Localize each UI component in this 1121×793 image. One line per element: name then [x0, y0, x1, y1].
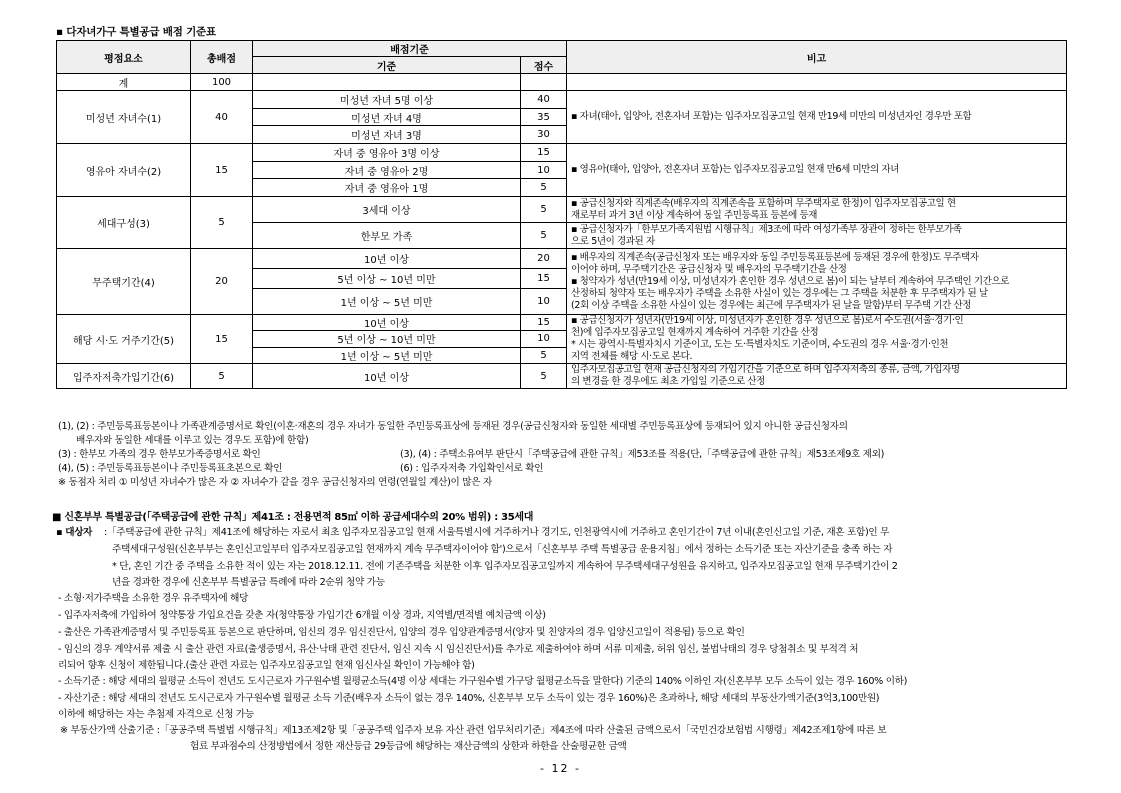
note-cell: [567, 364, 1067, 389]
header-score: 점수: [521, 57, 567, 74]
criteria-cell: 10년 이상: [253, 315, 521, 331]
header-note: 비고: [567, 41, 1067, 74]
group-total: 20: [191, 249, 253, 315]
note-line: ▪ 자녀(태아, 입양아, 전혼자녀 포함)는 입주자모집공고일 현재 만19세 미만의 미성년자인 경우만 포함: [571, 111, 972, 122]
note-cell: [567, 223, 1067, 249]
score-cell: 15: [521, 269, 567, 289]
bullet-2: - 입주자저축에 가입하여 청약통장 가입요건을 갖춘 자(청약통장 가입기간 6개월 이상 경과, 지역별/면적별 예치금액 이상): [58, 610, 546, 621]
group-name: 해당 시·도 거주기간(5): [57, 315, 191, 364]
header-criteria: 기준: [253, 57, 521, 74]
total-empty-note: [567, 74, 1067, 91]
bullet-5: 리되어 향후 신청이 제한됩니다.(출산 관련 자료는 입주자모집공고일 현재 임신사실 확인이 가능해야 함): [58, 660, 475, 671]
bullet-4: - 임신의 경우 계약서류 제출 시 출산 관련 자료(출생증명서, 유산·낙태 관련 진단서, 임신 지속 시 임신진단서)를 추가로 제출하여야 하며 서류 미제출, 허위 임신, 불법낙태의 경우 당첨취소 및 부적격 처: [58, 644, 859, 655]
note-line: (2회 이상 주택을 소유한 사실이 있는 경우에는 최근에 무주택자가 된 날을 말함)부터 무주택 기간 산정: [571, 299, 972, 311]
criteria-cell: 미성년 자녀 3명: [253, 126, 521, 144]
footnote-4-5: (4), (5) : 주민등록표등본이나 주민등록표초본으로 확인: [58, 463, 283, 474]
criteria-cell: 자녀 중 영유아 2명: [253, 162, 521, 179]
footnote-tie-break: ※ 동점자 처리 ① 미성년 자녀수가 많은 자 ② 자녀수가 같을 경우 공급신청자의 연령(연월일 계산)이 많은 자: [58, 477, 492, 488]
score-cell: 5: [521, 347, 567, 363]
note-line: ▪ 공급신청자가 성년자(만19세 이상, 미성년자가 혼인한 경우 성년으로 봄)로서 수도권(서울·경기·인: [571, 315, 964, 326]
group-name: 영유아 자녀수(2): [57, 144, 191, 197]
header-total: 총배점: [191, 41, 253, 74]
newlywed-title: ■ 신혼부부 특별공급(「주택공급에 관한 규칙」제41조 : 전용면적 85㎡ 이하 공급세대수의 20% 범위) : 35세대: [52, 512, 534, 523]
target-line-3: * 단, 혼인 기간 중 주택을 소유한 적이 있는 자는 2018.12.11. 전에 기존주택을 처분한 이후 입주자모집공고일까지 계속하여 무주택세대구성원을 유지하고, 입주자모집공고일 현재 무주택기간이 2: [112, 561, 898, 572]
group-total: 15: [191, 315, 253, 364]
criteria-cell: 3세대 이상: [253, 197, 521, 223]
score-cell: 15: [521, 144, 567, 162]
criteria-cell: 자녀 중 영유아 3명 이상: [253, 144, 521, 162]
note-line: 의 변경을 한 경우에도 최초 가입일 기준으로 산정: [571, 376, 765, 387]
score-cell: 35: [521, 109, 567, 126]
score-table: [56, 40, 1067, 389]
score-cell: 10: [521, 162, 567, 179]
footnote-6: (6) : 입주자저축 가입확인서로 확인: [400, 463, 544, 474]
group-name: 세대구성(3): [57, 197, 191, 249]
note-line: ▪ 공급신청자와 직계존속(배우자의 직계존속을 포함하며 무주택자로 한정)이 입주자모집공고일 현: [571, 197, 956, 209]
criteria-cell: 1년 이상 ~ 5년 미만: [253, 289, 521, 315]
score-cell: 5: [521, 179, 567, 197]
note-cell: [567, 249, 1067, 315]
note-line: 으로 5년이 경과된 자: [571, 235, 655, 247]
criteria-cell: 미성년 자녀 5명 이상: [253, 91, 521, 109]
footnote-3-4: (3), (4) : 주택소유여부 판단시「주택공급에 관한 규칙」제53조를 적용(단,「주택공급에 관한 규칙」제53조제9호 제외): [400, 449, 885, 460]
note-line: ▪ 청약자가 성년(만19세 이상, 미성년자가 혼인한 경우 성년으로 봄)이 되는 날부터 계속하여 무주택인 기간으로: [571, 275, 1010, 287]
note-line: 재로부터 과거 3년 이상 계속하여 동일 주민등록표 등본에 등재: [571, 209, 818, 221]
total-empty-criteria: [253, 74, 521, 91]
criteria-cell: 한부모 가족: [253, 223, 521, 249]
target-line-1: :「주택공급에 관한 규칙」제41조에 해당하는 자로서 최초 입주자모집공고일 현재 서울특별시에 거주하거나 경기도, 인천광역시에 거주하고 혼인기간이 7년 이내(혼인신고일 기준, 재혼 포함)인 무: [104, 527, 890, 538]
score-cell: 10: [521, 289, 567, 315]
page-number: - 12 -: [540, 762, 581, 775]
bullet-3: - 출산은 가족관계증명서 및 주민등록표 등본으로 판단하며, 임신의 경우 임신진단서, 입양의 경우 입양관계증명서(양자 및 친양자의 경우 입양신고일이 적용됨) 등으로 확인: [58, 627, 745, 638]
header-item: 평점요소: [57, 41, 191, 74]
footnote-1-2-b: 배우자와 동일한 세대를 이루고 있는 경우도 포함)에 한함): [76, 435, 309, 446]
criteria-cell: 5년 이상 ~ 10년 미만: [253, 331, 521, 347]
total-label: 계: [57, 74, 191, 91]
note-cell: [567, 315, 1067, 364]
note-cell: [567, 197, 1067, 223]
criteria-cell: 5년 이상 ~ 10년 미만: [253, 269, 521, 289]
note-line: ▪ 배우자의 직계존속(공급신청자 또는 배우자와 동일 주민등록표등본에 등재된 경우에 한정)도 무주택자: [571, 251, 979, 263]
note-line: 입주자모집공고일 현재 공급신청자의 가입기간을 기준으로 하며 입주자저축의 종류, 금액, 가입자명: [571, 364, 960, 375]
target-label: ▪ 대상자: [56, 527, 93, 538]
asset-note-b: 험료 부과점수의 산정방법에서 정한 재산등급 29등급에 해당하는 재산금액의 상한과 하한을 산술평균한 금액: [190, 741, 627, 752]
footnote-1-2-a: (1), (2) : 주민등록표등본이나 가족관계증명서로 확인(이혼·재혼의 경우 자녀가 동일한 주민등록표상에 등재된 경우(공급신청자와 동일한 세대별 주민등록표상에 등재되어 있지 아니한 공급신청자의: [58, 421, 848, 432]
group-total: 15: [191, 144, 253, 197]
footnote-3: (3) : 한부모 가족의 경우 한부모가족증명서로 확인: [58, 449, 261, 460]
target-line-4: 년을 경과한 경우에 신혼부부 특별공급 특례에 따라 2순위 청약 가능: [112, 577, 385, 588]
note-line: * 시는 광역시·특별자치시 기준이고, 도는 도·특별자치도 기준이며, 수도권의 경우 서울·경기·인천: [571, 339, 949, 350]
note-line: ▪ 공급신청자가「한부모가족지원법 시행규칙」제3조에 따라 여성가족부 장관이 정하는 한부모가족: [571, 223, 962, 235]
criteria-cell: 10년 이상: [253, 364, 521, 389]
section-title: ▪ 다자녀가구 특별공급 배점 기준표: [56, 26, 216, 38]
group-total: 40: [191, 91, 253, 144]
target-line-2: 주택세대구성원(신혼부부는 혼인신고일부터 입주자모집공고일 현재까지 계속 무주택자이어야 함')으로서「신혼부부 주택 특별공급 운용지침」에서 정하는 소득기준 또는 자산기준을 충족 하는 자: [112, 544, 893, 555]
note-line: 천)에 입주자모집공고일 현재까지 계속하여 거주한 기간을 산정: [571, 327, 819, 338]
score-cell: 5: [521, 197, 567, 223]
score-cell: 20: [521, 249, 567, 269]
group-total: 5: [191, 197, 253, 249]
total-empty-score: [521, 74, 567, 91]
criteria-cell: 자녀 중 영유아 1명: [253, 179, 521, 197]
bullet-1: - 소형·저가주택을 소유한 경우 유주택자에 해당: [58, 593, 249, 604]
note-line: ▪ 영유아(태아, 입양아, 전혼자녀 포함)는 입주자모집공고일 현재 만6세 미만의 자녀: [571, 164, 899, 175]
score-cell: 5: [521, 364, 567, 389]
note-cell: [567, 144, 1067, 197]
note-line: 이어야 하며, 무주택기간은 공급신청자 및 배우자의 무주택기간을 산정: [571, 263, 847, 275]
score-cell: 10: [521, 331, 567, 347]
asset-note-a: ※ 부동산가액 산출기준 :「공공주택 특별법 시행규칙」제13조제2항 및「공공주택 입주자 보유 자산 관련 업무처리기준」제4조에 따라 산출된 금액으로서「국민건강보험법 시행령」제42조제1항에 따른 보: [60, 725, 887, 736]
group-name: 무주택기간(4): [57, 249, 191, 315]
score-cell: 5: [521, 223, 567, 249]
note-cell: [567, 91, 1067, 144]
group-name: 미성년 자녀수(1): [57, 91, 191, 144]
score-cell: 30: [521, 126, 567, 144]
bullet-6: - 소득기준 : 해당 세대의 월평균 소득이 전년도 도시근로자 가구원수별 월평균소득(4명 이상 세대는 가구원수별 가구당 월평균소득을 말한다) 기준의 140% 이하인 자(신혼부부 모두 소득이 있는 경우 160% 이하): [58, 676, 908, 687]
score-cell: 40: [521, 91, 567, 109]
bullet-8: 이하에 해당하는 자는 추첨제 자격으로 신청 가능: [58, 709, 254, 720]
criteria-cell: 10년 이상: [253, 249, 521, 269]
bullet-7: - 자산기준 : 해당 세대의 전년도 도시근로자 가구원수별 월평균 소득 기준(배우자 소득이 없는 경우 140%, 신혼부부 모두 소득이 있는 경우 160%)은 초과하나, 해당 세대의 부동산가액기준(3억3,100만원): [58, 693, 880, 704]
group-total: 5: [191, 364, 253, 389]
note-line: 지역 전체를 해당 시·도로 본다.: [571, 351, 693, 362]
header-criteria-group: 배점기준: [253, 41, 567, 57]
criteria-cell: 미성년 자녀 4명: [253, 109, 521, 126]
total-value: 100: [191, 74, 253, 91]
group-name: 입주자저축가입기간(6): [57, 364, 191, 389]
score-cell: 15: [521, 315, 567, 331]
score-table-body: [57, 41, 1067, 389]
criteria-cell: 1년 이상 ~ 5년 미만: [253, 347, 521, 363]
note-line: 산정하되 청약자 또는 배우자가 주택을 소유한 사실이 있는 경우에는 그 주택을 처분한 후 무주택자가 된 날: [571, 287, 988, 299]
